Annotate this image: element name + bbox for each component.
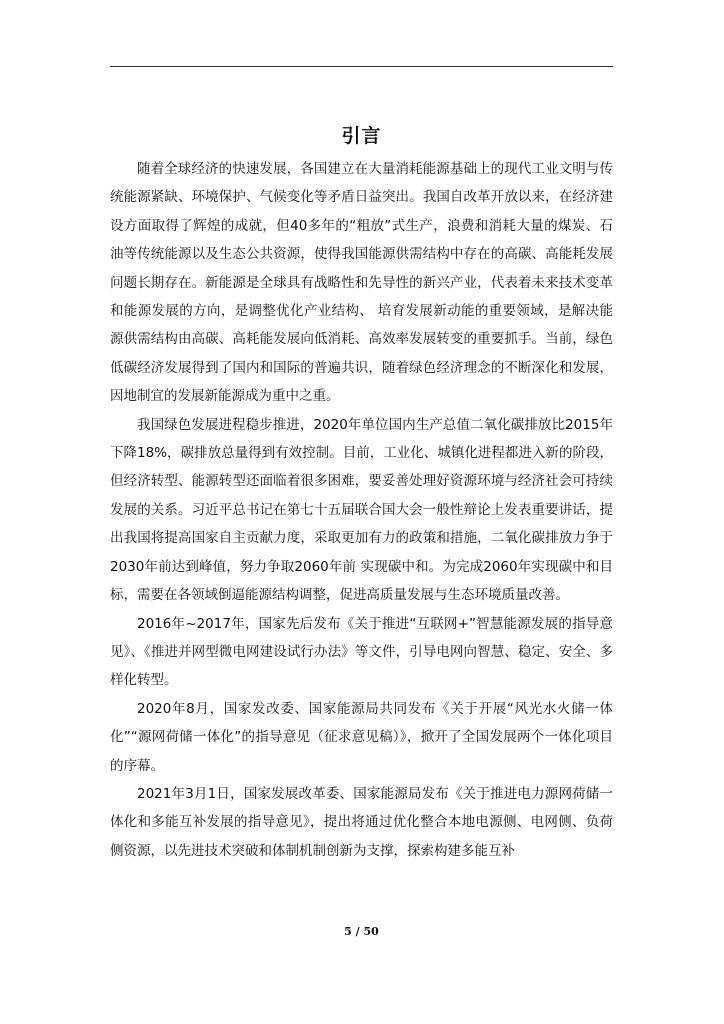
header-rule bbox=[110, 66, 613, 67]
paragraph-5: 2021年3月1日，国家发展改革委、国家能源局发布《关于推进电力源网荷储一体化和多能互补发展的指导意见》，提出将通过优化整合本地电源侧、电网侧、负荷侧资源，以先进技术突破和体制机制创新为支撑，探索构建多能互补 bbox=[110, 785, 613, 859]
section-title: 引言 bbox=[341, 125, 382, 147]
paragraph-4: 2020年8月，国家发改委、国家能源局共同发布《关于开展“风光水火储一体化”“源网荷储一体化”的指导意见（征求意见稿）》，掀开了全国发展两个一体化项目的序幕。 bbox=[110, 700, 613, 774]
paragraph-1: 随着全球经济的快速发展，各国建立在大量消耗能源基础上的现代工业文明与传统能源紧缺、环境保护、气候变化等矛盾日益突出。我国自改革开放以来，在经济建设方面取得了辉煌的成就，但40多年的“粗放”式生产，浪费和消耗大量的煤炭、石油等传统能源以及生态公共资源，使得我国能源供需结构中存在的高碳、高能耗发展问题长期存在。新能源是全球具有战略性和先导性的新兴产业，代表着未来技术变革和能源发展的方向，是调整优化产业结构、 培育发展新动能的重要领域，是解决能源供需结构由高碳、高耗能发展向低消耗、高效率发展转变的重要抓手。当前，绿色低碳经济发展得到了国内和国际的普遍共识，随着绿色经济理念的不断深化和发展，因地制宜的发展新能源成为重中之重。 bbox=[110, 161, 613, 405]
paragraph-2: 我国绿色发展进程稳步推进，2020年单位国内生产总值二氧化碳排放比2015年下降18%，碳排放总量得到有效控制。目前，工业化、城镇化进程都进入新的阶段，但经济转型、能源转型还面临着很多困难，要妥善处理好资源环境与经济社会可持续发展的关系。习近平总书记在第七十五届联合国大会一般性辩论上发表重要讲话，提出我国将提高国家自主贡献力度，采取更加有力的政策和措施，二氧化碳排放力争于2030年前达到峰值，努力争取2060年前 实现碳中和。为完成2060年实现碳中和目标，需要在各领域倒逼能源结构调整，促进高质量发展与生态环境质量改善。 bbox=[110, 416, 613, 604]
body-text bbox=[110, 155, 613, 865]
page-number: 5 / 50 bbox=[344, 925, 379, 938]
paragraph-3: 2016年~2017年，国家先后发布《关于推进“互联网+”智慧能源发展的指导意见》、《推进并网型微电网建设试行办法》等文件，引导电网向智慧、稳定、安全、多样化转型。 bbox=[110, 615, 613, 689]
